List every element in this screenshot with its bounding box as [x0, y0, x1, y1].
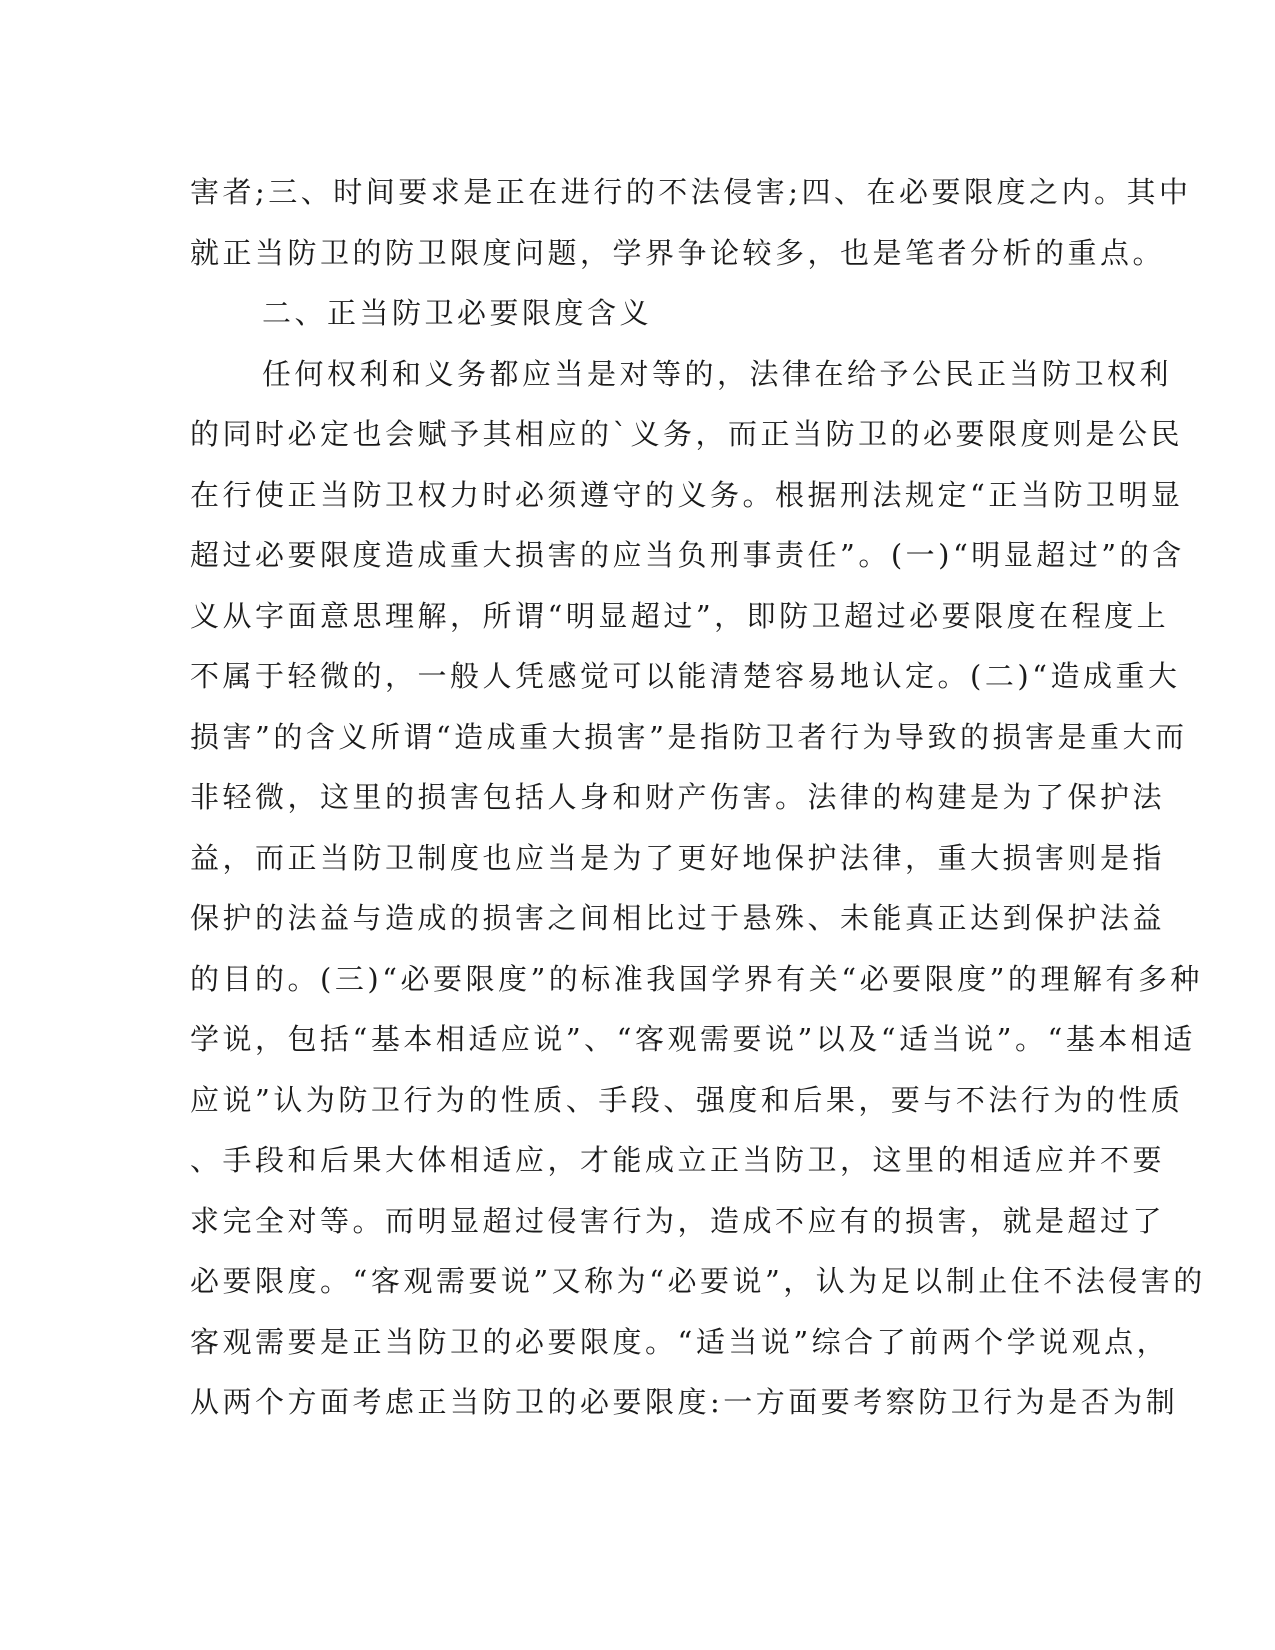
- text-line: 益，而正当防卫制度也应当是为了更好地保护法律，重大损害则是指: [190, 840, 1166, 875]
- text-line: 学说，包括“基本相适应说”、“客观需要说”以及“适当说”。“基本相适: [190, 1022, 1196, 1056]
- text-line: 应说”认为防卫行为的性质、手段、强度和后果，要与不法行为的性质: [190, 1082, 1184, 1117]
- text-line: 非轻微，这里的损害包括人身和财产伤害。法律的构建是为了保护法: [190, 780, 1166, 814]
- text-line: 损害”的含义所谓“造成重大损害”是指防卫者行为导致的损害是重大而: [190, 719, 1188, 754]
- text-line: 必要限度。“客观需要说”又称为“必要说”，认为足以制止住不法侵害的: [190, 1264, 1206, 1298]
- text-line: 、手段和后果大体相适应，才能成立正当防卫，这里的相适应并不要: [190, 1143, 1166, 1177]
- text-line: 从两个方面考虑正当防卫的必要限度:一方面要考察防卫行为是否为制: [190, 1385, 1179, 1419]
- text-line: 的同时必定也会赋予其相应的`义务，而正当防卫的必要限度则是公民: [190, 417, 1184, 451]
- text-line: 义从字面意思理解，所谓“明显超过”，即防卫超过必要限度在程度上: [190, 598, 1170, 633]
- text-line: 就正当防卫的防卫限度问题，学界争论较多，也是笔者分析的重点。: [190, 235, 1166, 270]
- text-line: 超过必要限度造成重大损害的应当负刑事责任”。(一)“明显超过”的含: [190, 538, 1185, 572]
- text-line: 客观需要是正当防卫的必要限度。“适当说”综合了前两个学说观点，: [190, 1324, 1170, 1359]
- document-body: [190, 162, 1206, 1433]
- text-line: 在行使正当防卫权力时必须遵守的义务。根据刑法规定“正当防卫明显: [190, 477, 1184, 512]
- paragraph-main: [190, 344, 1206, 1433]
- section-heading: 二、正当防卫必要限度含义: [262, 296, 653, 330]
- text-line: 保护的法益与造成的损害之间相比过于悬殊、未能真正达到保护法益: [190, 901, 1166, 935]
- text-line: 不属于轻微的，一般人凭感觉可以能清楚容易地认定。(二)“造成重大: [190, 659, 1181, 693]
- paragraph-continuation: [190, 162, 1192, 283]
- text-line: 任何权利和义务都应当是对等的，法律在给予公民正当防卫权利: [262, 356, 1173, 391]
- text-line: 求完全对等。而明显超过侵害行为，造成不应有的损害，就是超过了: [190, 1203, 1166, 1238]
- text-line: 的目的。(三)“必要限度”的标准我国学界有关“必要限度”的理解有多种: [190, 961, 1203, 996]
- text-line: 害者;三、时间要求是正在进行的不法侵害;四、在必要限度之内。其中: [190, 175, 1192, 209]
